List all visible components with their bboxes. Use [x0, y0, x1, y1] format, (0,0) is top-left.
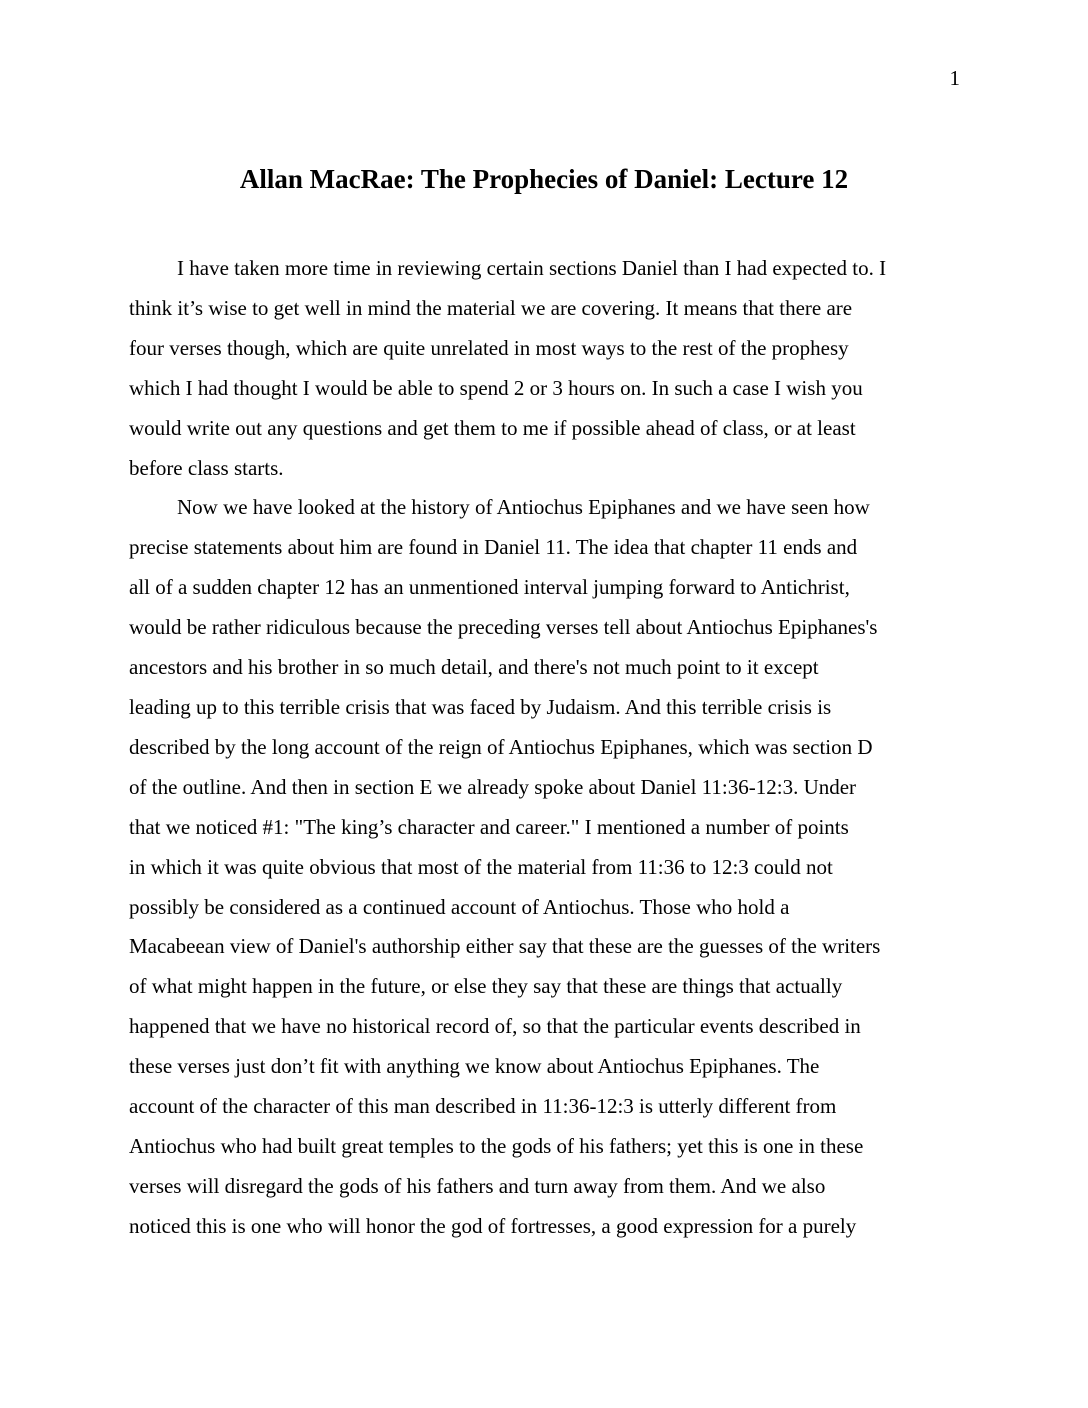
text-line: I have taken more time in reviewing certain sections Daniel than I had expected to. I [177, 256, 887, 280]
text-line: in which it was quite obvious that most of the material from 11:36 to 12:3 could not [129, 854, 833, 879]
text-line: that we noticed #1: "The king’s character and career." I mentioned a number of points [129, 814, 849, 839]
text-line: precise statements about him are found in Daniel 11. The idea that chapter 11 ends and [129, 535, 858, 560]
paragraph-2 [129, 488, 961, 1246]
text-line: would be rather ridiculous because the preceding verses tell about Antiochus Epiphanes's [129, 615, 878, 640]
text-line: noticed this is one who will honor the god of fortresses, a good expression for a purely [129, 1213, 857, 1238]
text-line: these verses just don’t fit with anything we know about Antiochus Epiphanes. The [129, 1054, 820, 1079]
text-line: possibly be considered as a continued account of Antiochus. Those who hold a [129, 894, 790, 919]
text-line: all of a sudden chapter 12 has an unmentioned interval jumping forward to Antichrist, [129, 575, 850, 600]
text-line: ancestors and his brother in so much detail, and there's not much point to it except [129, 655, 819, 680]
text-line: leading up to this terrible crisis that was faced by Judaism. And this terrible crisis is [129, 694, 832, 719]
text-line: before class starts. [129, 455, 284, 480]
text-line: described by the long account of the reign of Antiochus Epiphanes, which was section D [129, 734, 873, 759]
text-line: of the outline. And then in section E we already spoke about Daniel 11:36-12:3. Under [129, 774, 857, 799]
text-line: verses will disregard the gods of his fathers and turn away from them. And we also [129, 1173, 826, 1198]
text-line: happened that we have no historical record of, so that the particular events described in [129, 1014, 861, 1039]
paragraph-1 [129, 249, 961, 488]
text-line: which I had thought I would be able to spend 2 or 3 hours on. In such a case I wish you [129, 375, 863, 400]
text-line: Macabeean view of Daniel's authorship either say that these are the guesses of the writers [129, 934, 881, 959]
text-line: four verses though, which are quite unrelated in most ways to the rest of the prophesy [129, 335, 849, 360]
body-text [129, 249, 961, 1247]
text-line: Antiochus who had built great temples to the gods of his fathers; yet this is one in these [129, 1133, 864, 1158]
lecture-title: Allan MacRae: The Prophecies of Daniel: Lecture 12 [239, 164, 849, 194]
text-line: think it’s wise to get well in mind the material we are covering. It means that there are [129, 295, 853, 320]
text-line: of what might happen in the future, or else they say that these are things that actually [129, 974, 843, 999]
text-line: would write out any questions and get them to me if possible ahead of class, or at least [129, 415, 856, 440]
page-number: 1 [949, 66, 960, 90]
text-line: account of the character of this man described in 11:36-12:3 is utterly different from [129, 1094, 837, 1119]
text-line: Now we have looked at the history of Antiochus Epiphanes and we have seen how [177, 495, 870, 520]
